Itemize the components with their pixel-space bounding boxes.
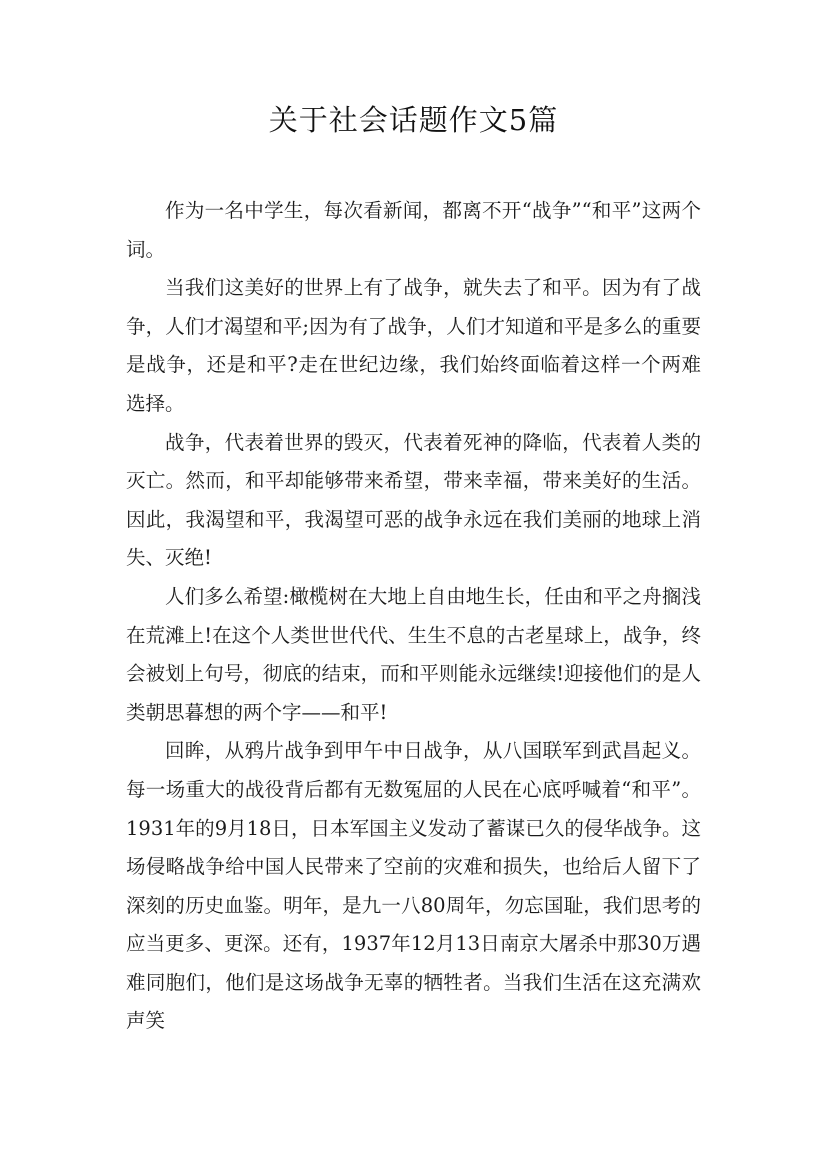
paragraph-3: 战争，代表着世界的毁灭，代表着死神的降临，代表着人类的灭亡。然而，和平却能够带来希望，带来幸福，带来美好的生活。因此，我渴望和平，我渴望可恶的战争永远在我们美丽的地球上消失、灭绝!	[126, 430, 701, 570]
paragraph-1: 作为一名中学生，每次看新闻，都离不开“战争”“和平”这两个词。	[126, 199, 701, 261]
paragraph-2: 当我们这美好的世界上有了战争，就失去了和平。因为有了战争，人们才渴望和平;因为有了战争，人们才知道和平是多么的重要是战争，还是和平?走在世纪边缘，我们始终面临着这样一个两难选择。	[126, 276, 701, 415]
paragraph-4: 人们多么希望:橄榄树在大地上自由地生长，任由和平之舟搁浅在荒滩上!在这个人类世世代代、生生不息的古老星球上，战争，终会被划上句号，彻底的结束，而和平则能永远继续!迎接他们的是人类朝思暮想的两个字——和平!	[126, 584, 701, 724]
paragraph-5: 回眸，从鸦片战争到甲午中日战争，从八国联军到武昌起义。每一场重大的战役背后都有无数冤屈的人民在心底呼喊着“和平”。1931年的9月18日，日本军国主义发动了蓄谋已久的侵华战争。这场侵略战争给中国人民带来了空前的灾难和损失，也给后人留下了深刻的历史血鉴。明年，是九一八80周年，勿忘国耻，我们思考的应当更多、更深。还有，1937年12月13日南京大屠杀中那30万遇难同胞们，他们是这场战争无辜的牺牲者。当我们生活在这充满欢声笑	[126, 739, 701, 1033]
document-title: 关于社会话题作文5篇	[268, 103, 559, 137]
document-body	[126, 192, 701, 1041]
